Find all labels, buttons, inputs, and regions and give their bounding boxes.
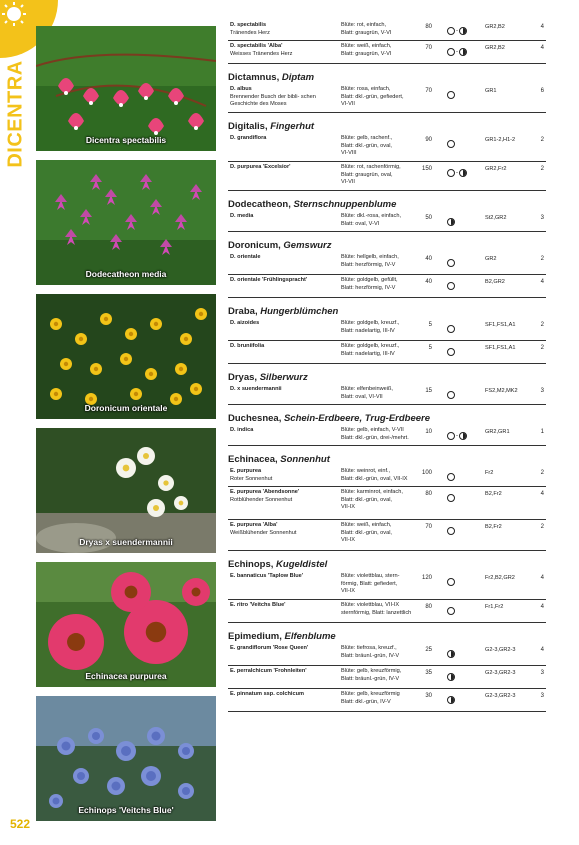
table-row <box>228 162 546 191</box>
sun-circle-icon <box>447 27 455 35</box>
half-shade-icon <box>459 169 467 177</box>
group-heading: Duchesnea, Schein-Erdbeere, Trug-Erdbeere <box>228 413 431 424</box>
group-heading: Echinacea, Sonnenhut <box>228 454 330 465</box>
row-name: D. indica <box>230 427 254 433</box>
row-desc-line: Blatt: graugrün, V-VI <box>341 50 392 57</box>
table-row <box>228 689 546 712</box>
row-symbols <box>447 645 477 657</box>
genus-name: Echinacea <box>228 454 275 465</box>
row-name-cell <box>230 602 338 610</box>
row-height: 70 <box>425 45 432 51</box>
genus-name: Dryas <box>228 372 255 383</box>
plant-photo-image <box>36 294 216 419</box>
half-shade-icon <box>459 27 467 35</box>
row-name-cell <box>230 86 338 109</box>
row-desc-line: Blatt: dkl.-grün, IV-V <box>341 698 391 705</box>
row-count: 2 <box>540 256 544 262</box>
symbol-dash: - <box>456 48 458 55</box>
row-desc-line: Blatt: dkl.-grün, oval, <box>341 142 392 149</box>
row-height: 15 <box>425 388 432 394</box>
row-desc-line: Blatt: herzförmig, IV-V <box>341 261 396 268</box>
row-desc-line: VI-VII <box>341 179 355 186</box>
genus-name: Duchesnea <box>228 413 279 424</box>
row-zones: SF1,FS1,A1 <box>485 322 516 328</box>
row-desc-line: sternförmig, Blatt: lanzettlich <box>341 609 412 616</box>
table-row <box>228 252 546 275</box>
photo-caption: Dicentra spectabilis <box>85 135 167 145</box>
row-zones: GR2,B2 <box>485 45 505 51</box>
row-name-cell <box>230 277 338 285</box>
sun-circle-icon <box>447 473 455 481</box>
table-row <box>228 600 546 623</box>
common-name: Elfenblume <box>284 631 336 642</box>
row-name: E. ritro 'Veitchs Blue' <box>230 602 286 608</box>
plant-group <box>228 446 546 551</box>
row-symbols <box>447 573 477 585</box>
symbol-dash: - <box>456 432 458 439</box>
row-name-cell <box>230 43 338 58</box>
row-desc-line: Blüte: rot, rachenförmig, <box>341 164 401 170</box>
half-shade-icon <box>459 48 467 56</box>
row-desc-line: Blatt: herzförmig, IV-V <box>341 284 396 291</box>
sun-circle-icon <box>447 494 455 502</box>
row-desc-line: Blüte: tiefrosa, kreuzf., <box>341 645 397 651</box>
plant-group <box>228 298 546 364</box>
row-desc-line: förmig, Blatt: gefiedert, <box>341 580 398 587</box>
row-zones: B2,Fr2 <box>485 524 502 530</box>
table-row <box>228 341 546 364</box>
plant-photo <box>36 696 216 821</box>
row-name-cell <box>230 254 338 262</box>
photo-caption: Echinops 'Veitchs Blue' <box>78 805 174 815</box>
sun-circle-icon <box>447 91 455 99</box>
half-shade-icon <box>459 432 467 440</box>
row-zones: Fr2,B2,GR2 <box>485 575 515 581</box>
row-name: E. pinnatum ssp. colchicum <box>230 691 304 697</box>
row-name: D. grandiflora <box>230 135 267 141</box>
row-symbols <box>447 427 477 439</box>
row-desc-line: Blatt: dkl.-grün, drei-/mehrt. <box>341 434 409 441</box>
plant-group <box>228 551 546 623</box>
table-row <box>228 571 546 600</box>
row-height: 70 <box>425 524 432 530</box>
table-row <box>228 318 546 341</box>
row-symbols <box>447 489 477 501</box>
table-row <box>228 384 546 405</box>
sun-circle-icon <box>447 527 455 535</box>
group-heading: Dictamnus, Diptam <box>228 72 315 83</box>
row-count: 4 <box>540 647 544 653</box>
genus-name: Doronicum <box>228 240 279 251</box>
row-height: 150 <box>421 166 432 172</box>
common-name: Hungerblümchen <box>260 306 339 317</box>
half-shade-icon <box>447 218 455 226</box>
row-symbols <box>447 254 477 266</box>
plant-group <box>228 64 546 113</box>
table-row <box>228 643 546 666</box>
row-desc-line: Blatt: graugrün, oval, <box>341 171 393 178</box>
row-name: D. aizoides <box>230 320 260 326</box>
table-row <box>228 425 546 446</box>
row-name-cell <box>230 427 338 435</box>
row-height: 100 <box>421 470 432 476</box>
row-symbols <box>447 277 477 289</box>
row-symbols <box>447 86 477 98</box>
group-heading: Doronicum, Gemswurz <box>228 240 332 251</box>
row-name-cell <box>230 164 338 172</box>
sun-circle-icon <box>447 348 455 356</box>
table-row <box>228 666 546 689</box>
row-desc-line: Blüte: violettblau, stern- <box>341 573 400 579</box>
group-heading: Epimedium, Elfenblume <box>228 631 336 642</box>
table-row <box>228 211 546 232</box>
row-desc-line: Blatt: dkl.-grün, gefiedert, <box>341 93 404 100</box>
row-desc-line: Blüte: gelb, kreuzförmig <box>341 691 400 697</box>
row-name-cell <box>230 645 338 653</box>
row-name-cell <box>230 320 338 328</box>
row-zones: Fr2 <box>485 470 494 476</box>
sun-circle-icon <box>447 282 455 290</box>
row-desc-line: Blüte: weinrot, einf., <box>341 468 391 474</box>
row-height: 40 <box>425 279 432 285</box>
row-name: D. bruniifolia <box>230 343 265 349</box>
row-count: 3 <box>540 215 544 221</box>
row-desc-line: Blatt: dkl.-grün, oval, <box>341 496 392 503</box>
row-desc-line: Blatt: bräunl.-grün, IV-V <box>341 652 400 659</box>
row-desc-line: Blatt: nadelartig, III-IV <box>341 327 395 334</box>
row-zones: GR2,B2 <box>485 24 505 30</box>
row-symbols <box>447 691 477 703</box>
row-desc-line: Blüte: elfenbeinweiß, <box>341 386 393 392</box>
common-name: Fingerhut <box>270 121 315 132</box>
row-name: D. albus <box>230 86 252 92</box>
common-name: Kugeldistel <box>276 559 328 570</box>
row-name: D. orientale <box>230 254 261 260</box>
row-zones: B2,Fr2 <box>485 491 502 497</box>
row-height: 90 <box>425 137 432 143</box>
row-symbols <box>447 386 477 398</box>
row-count: 2 <box>540 166 544 172</box>
group-heading: Dodecatheon, Sternschnuppenblume <box>228 199 397 210</box>
row-symbols <box>447 668 477 680</box>
row-desc-line: Blüte: goldgelb, kreuzf., <box>341 320 400 326</box>
plant-table <box>228 20 546 712</box>
row-count: 2 <box>540 524 544 530</box>
row-count: 3 <box>540 693 544 699</box>
row-desc-line: Blatt: oval, VI-VII <box>341 393 383 400</box>
row-subname: Brennender Busch der bibli- schen Geschichte des Moses <box>230 93 316 108</box>
row-height: 25 <box>425 647 432 653</box>
row-name-cell <box>230 668 338 676</box>
row-name: E. bannaticus 'Taplow Blue' <box>230 573 304 579</box>
row-count: 2 <box>540 137 544 143</box>
row-symbols <box>447 468 477 480</box>
row-height: 50 <box>425 215 432 221</box>
table-row <box>228 466 546 487</box>
sun-circle-icon <box>447 169 455 177</box>
side-title-text: DICENTRA <box>4 60 27 168</box>
row-desc-line: Blüte: hellgelb, einfach, <box>341 254 399 260</box>
row-height: 30 <box>425 693 432 699</box>
row-count: 2 <box>540 345 544 351</box>
row-name-cell <box>230 135 338 143</box>
plant-photo <box>36 428 216 553</box>
row-count: 4 <box>540 24 544 30</box>
row-count: 6 <box>540 88 544 94</box>
row-desc-line: Blüte: karminrot, einfach, <box>341 489 403 495</box>
row-desc-line: Blüte: goldgelb, kreuzf., <box>341 343 400 349</box>
row-desc-line: Blatt: oval, V-VI <box>341 220 380 227</box>
table-row <box>228 520 546 551</box>
row-count: 1 <box>540 429 544 435</box>
row-name: D. spectabilis <box>230 22 267 28</box>
plant-group <box>228 623 546 712</box>
row-name-cell <box>230 468 338 483</box>
table-row <box>228 41 546 64</box>
row-desc-line: Blatt: dkl.-grün, oval, <box>341 529 392 536</box>
plant-photo-image <box>36 160 216 285</box>
row-count: 3 <box>540 388 544 394</box>
row-desc-line: Blatt: graugrün, V-VI <box>341 29 392 36</box>
sun-circle-icon <box>447 325 455 333</box>
photo-caption: Dryas x suendermannii <box>79 537 173 547</box>
row-zones: GR2,Fr2 <box>485 166 507 172</box>
row-name-cell <box>230 213 338 221</box>
row-desc-line: Blüte: gelb, einfach, V-VII <box>341 427 404 433</box>
row-height: 70 <box>425 88 432 94</box>
table-row <box>228 133 546 162</box>
row-name-cell <box>230 522 338 537</box>
row-desc-line: VII-IX <box>341 537 355 544</box>
sun-circle-icon <box>447 607 455 615</box>
row-count: 4 <box>540 279 544 285</box>
group-heading: Dryas, Silberwurz <box>228 372 308 383</box>
half-shade-icon <box>447 650 455 658</box>
plant-photo-image <box>36 428 216 553</box>
row-desc-line: Blatt: nadelartig, III-IV <box>341 350 395 357</box>
row-subname: Rotblühender Sonnenhut <box>230 496 293 503</box>
row-height: 35 <box>425 670 432 676</box>
common-name: Diptam <box>281 72 315 83</box>
row-desc-line: Blüte: violettblau, VII-IX <box>341 602 400 608</box>
genus-name: Epimedium <box>228 631 280 642</box>
row-count: 2 <box>540 322 544 328</box>
row-height: 80 <box>425 24 432 30</box>
row-desc-line: Blatt: dkl.-grün, oval, VII-IX <box>341 475 408 482</box>
row-subname: Tränendes Herz <box>230 29 270 36</box>
common-name: Sternschnuppenblume <box>293 199 397 210</box>
row-symbols <box>447 213 477 225</box>
row-name: D. x suendermannii <box>230 386 282 392</box>
row-zones: GR2,GR1 <box>485 429 510 435</box>
row-name-cell <box>230 489 338 504</box>
photo-caption: Dodecatheon media <box>85 269 167 279</box>
row-name: D. purpurea 'Excelsior' <box>230 164 291 170</box>
row-name-cell <box>230 343 338 351</box>
row-height: 5 <box>428 322 432 328</box>
plant-photo-image <box>36 562 216 687</box>
row-symbols <box>447 164 477 176</box>
row-height: 80 <box>425 491 432 497</box>
row-name-cell <box>230 386 338 394</box>
row-count: 2 <box>540 470 544 476</box>
symbol-dash: - <box>456 27 458 34</box>
side-title <box>3 44 29 184</box>
row-zones: GR1-2,H1-2 <box>485 137 516 143</box>
plant-group <box>228 405 546 446</box>
row-subname: Roter Sonnenhut <box>230 475 273 482</box>
plant-group <box>228 113 546 191</box>
symbol-dash: - <box>456 169 458 176</box>
row-name: D. media <box>230 213 254 219</box>
row-name: E. purpurea 'Alba' <box>230 522 278 528</box>
genus-name: Draba <box>228 306 255 317</box>
plant-group <box>228 191 546 232</box>
sun-circle-icon <box>447 578 455 586</box>
plant-photo <box>36 294 216 419</box>
row-count: 4 <box>540 575 544 581</box>
row-zones: G2-3,GR2-3 <box>485 693 516 699</box>
group-heading: Draba, Hungerblümchen <box>228 306 339 317</box>
row-zones: St2,GR2 <box>485 215 507 221</box>
row-count: 3 <box>540 670 544 676</box>
row-desc-line: Blüte: weiß, einfach, <box>341 43 392 49</box>
common-name: Sonnenhut <box>280 454 330 465</box>
photo-caption: Echinacea purpurea <box>85 671 167 681</box>
row-desc-line: VII-IX <box>341 504 355 511</box>
table-row <box>228 487 546 520</box>
row-count: 4 <box>540 491 544 497</box>
row-desc-line: Blüte: gelb, kreuzförmig, <box>341 668 402 674</box>
page-number: 522 <box>10 817 31 831</box>
row-name: E. purpurea 'Abendsonne' <box>230 489 300 495</box>
row-height: 80 <box>425 604 432 610</box>
row-name: E. grandiflorum 'Rose Queen' <box>230 645 309 651</box>
table-row <box>228 20 546 41</box>
group-heading: Digitalis, Fingerhut <box>228 121 315 132</box>
row-name-cell <box>230 573 338 581</box>
row-symbols <box>447 602 477 614</box>
row-zones: GR1 <box>485 88 497 94</box>
genus-name: Digitalis <box>228 121 265 132</box>
row-desc-line: VI-VII <box>341 101 355 108</box>
row-name-cell <box>230 691 338 699</box>
row-height: 120 <box>421 575 432 581</box>
row-symbols <box>447 320 477 332</box>
plant-group <box>228 20 546 64</box>
common-name: Schein-Erdbeere, Trug-Erdbeere <box>283 413 431 424</box>
row-subname: Weisses Tränendes Herz <box>230 50 293 57</box>
common-name: Gemswurz <box>283 240 332 251</box>
row-zones: B2,GR2 <box>485 279 505 285</box>
row-subname: Weißblühender Sonnenhut <box>230 529 297 536</box>
row-zones: GR2 <box>485 256 497 262</box>
row-zones: FS2,M2,MK2 <box>485 388 518 394</box>
row-name: E. perralchicum 'Frohnleiten' <box>230 668 307 674</box>
row-height: 40 <box>425 256 432 262</box>
sun-circle-icon <box>447 432 455 440</box>
row-name-cell <box>230 22 338 37</box>
plant-photo-image <box>36 26 216 151</box>
sun-circle-icon <box>447 140 455 148</box>
group-heading: Echinops, Kugeldistel <box>228 559 328 570</box>
plant-group <box>228 232 546 298</box>
row-count: 4 <box>540 604 544 610</box>
row-desc-line: Blatt: bräunl.-grün, IV-V <box>341 675 400 682</box>
plant-photo <box>36 26 216 151</box>
genus-name: Dodecatheon <box>228 199 289 210</box>
row-name: D. spectabilis 'Alba' <box>230 43 283 49</box>
common-name: Silberwurz <box>259 372 308 383</box>
plant-photo <box>36 562 216 687</box>
plant-group <box>228 364 546 405</box>
row-zones: G2-3,GR2-3 <box>485 670 516 676</box>
row-symbols <box>447 135 477 147</box>
row-symbols <box>447 343 477 355</box>
row-symbols <box>447 522 477 534</box>
photo-caption: Doronicum orientale <box>84 403 168 413</box>
genus-name: Dictamnus <box>228 72 277 83</box>
half-shade-icon <box>447 696 455 704</box>
row-desc-line: Blüte: gelb, rachenf., <box>341 135 393 141</box>
row-desc-line: Blüte: dkl.-rosa, einfach, <box>341 213 402 219</box>
sun-circle-icon <box>447 391 455 399</box>
row-desc-line: Blüte: rot, einfach, <box>341 22 387 28</box>
row-desc-line: VII-IX <box>341 588 355 595</box>
row-desc-line: Blüte: goldgelb, gefüllt, <box>341 277 398 283</box>
sun-circle-icon <box>447 48 455 56</box>
row-desc-line: Blüte: weiß, einfach, <box>341 522 392 528</box>
row-desc-line: VI-VIII <box>341 150 357 157</box>
sun-circle-icon <box>447 259 455 267</box>
row-desc-line: Blüte: rosa, einfach, <box>341 86 391 92</box>
table-row <box>228 84 546 113</box>
genus-name: Echinops <box>228 559 271 570</box>
row-zones: SF1,FS1,A1 <box>485 345 516 351</box>
row-symbols <box>447 43 477 55</box>
half-shade-icon <box>447 673 455 681</box>
row-count: 4 <box>540 45 544 51</box>
row-height: 5 <box>428 345 432 351</box>
plant-photo <box>36 160 216 285</box>
row-zones: Fr1,Fr2 <box>485 604 504 610</box>
row-height: 10 <box>425 429 432 435</box>
plant-photo-image <box>36 696 216 821</box>
row-name: E. purpurea <box>230 468 262 474</box>
row-zones: G2-3,GR2-3 <box>485 647 516 653</box>
row-symbols <box>447 22 477 34</box>
table-row <box>228 275 546 298</box>
row-name: D. orientale 'Frühlingspracht' <box>230 277 308 283</box>
